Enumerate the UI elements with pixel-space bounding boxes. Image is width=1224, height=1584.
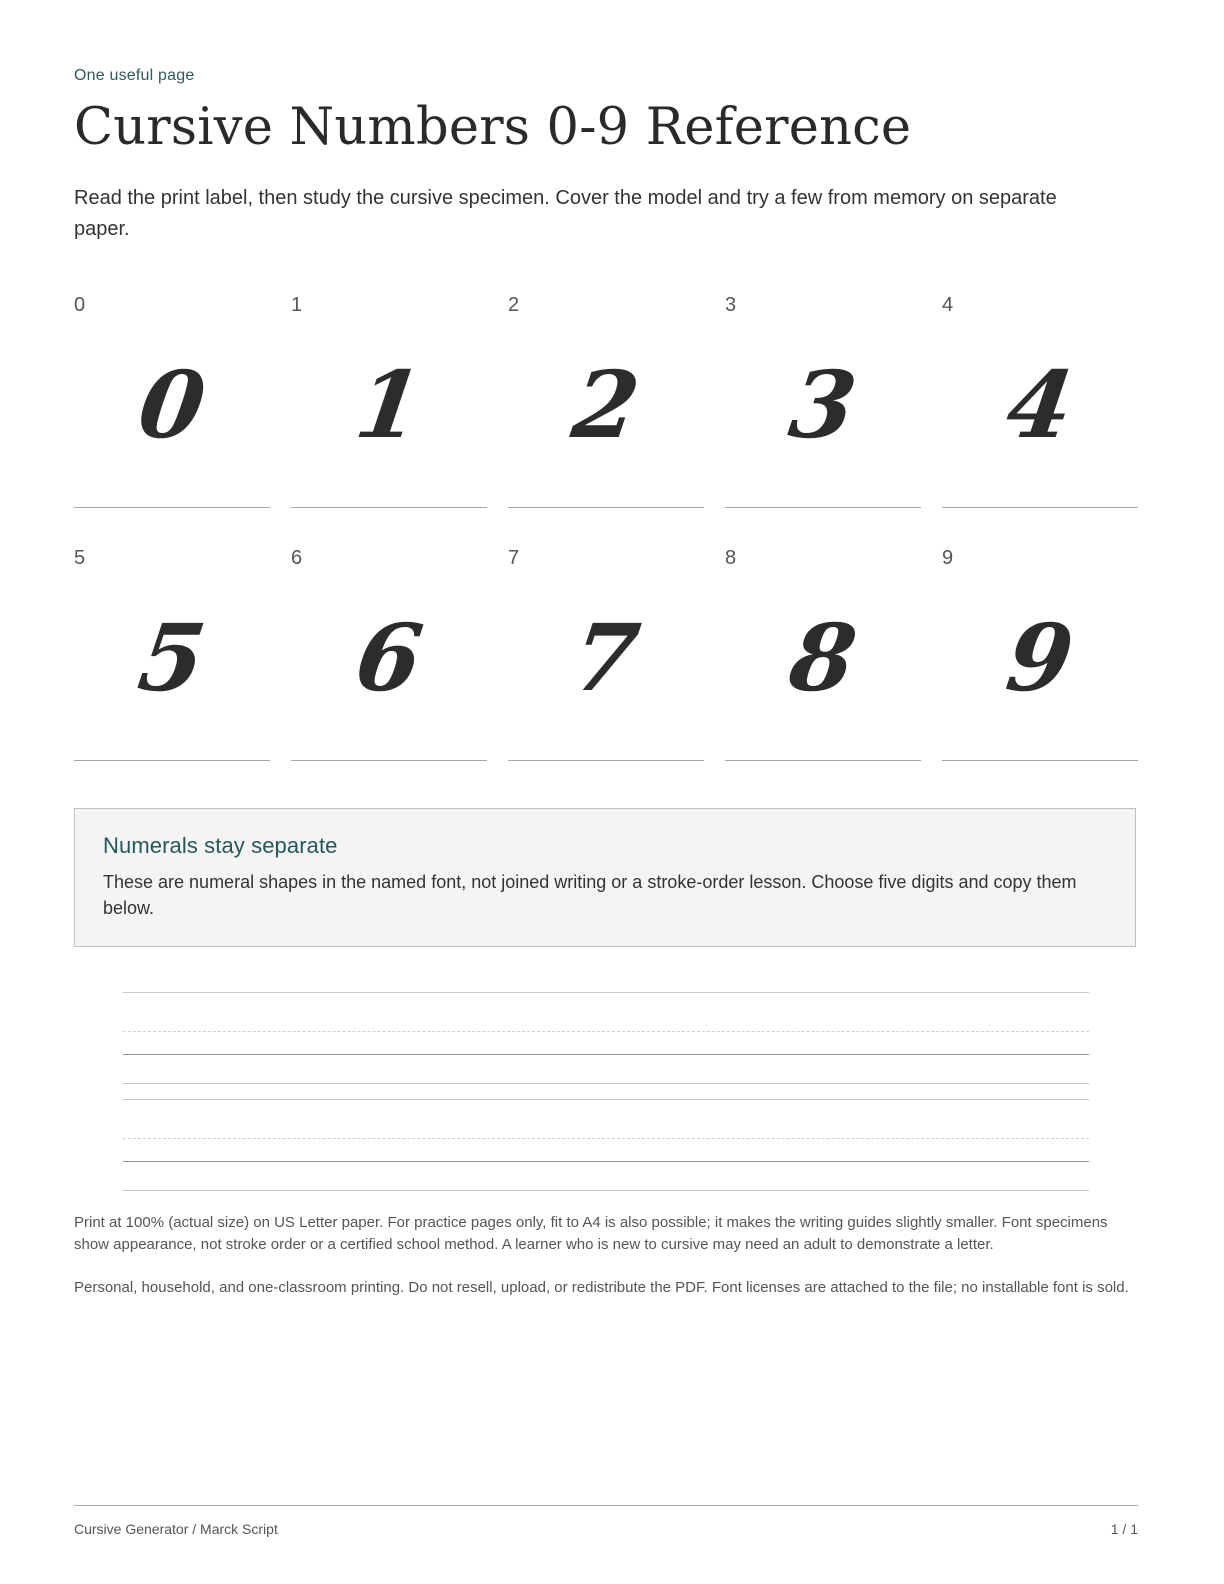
numeral-cell-9 <box>942 545 1138 761</box>
numeral-cell-2 <box>508 292 704 508</box>
numeral-cell-8 <box>725 545 921 761</box>
cursive-specimen: 0 <box>132 351 212 459</box>
cursive-specimen: 4 <box>1000 351 1080 459</box>
note-title: Numerals stay separate <box>103 833 338 858</box>
eyebrow-label: One useful page <box>74 67 195 84</box>
print-label: 8 <box>725 547 737 569</box>
numeral-cell-0 <box>74 292 270 508</box>
guide-baseline <box>123 1161 1089 1162</box>
guide-descender-line <box>123 1190 1089 1191</box>
print-label: 0 <box>74 294 86 316</box>
cursive-specimen: 9 <box>1000 604 1080 712</box>
guide-ascender-line <box>123 1099 1089 1100</box>
cursive-specimen: 5 <box>132 604 212 712</box>
numeral-grid <box>74 292 1138 761</box>
print-label: 3 <box>725 294 737 316</box>
print-label: 1 <box>291 294 303 316</box>
print-label: 7 <box>508 547 520 569</box>
footer-divider <box>74 1505 1138 1506</box>
license-notice: Personal, household, and one-classroom printing. Do not resell, upload, or redistribute the PDF. Font licenses are attached to the file; no installable font is sold. <box>74 1279 1129 1296</box>
print-label: 9 <box>942 547 954 569</box>
guide-midline <box>123 1138 1089 1139</box>
numeral-cell-7 <box>508 545 704 761</box>
intro-text: Read the print label, then study the cursive specimen. Cover the model and try a few from memory on separate paper. <box>74 187 1057 240</box>
guide-midline <box>123 1031 1089 1032</box>
print-label: 2 <box>508 294 520 316</box>
guide-descender-line <box>123 1083 1089 1084</box>
print-label: 6 <box>291 547 303 569</box>
numeral-cell-1 <box>291 292 487 508</box>
cursive-specimen: 6 <box>349 604 429 712</box>
note-body: These are numeral shapes in the named font, not joined writing or a stroke-order lesson. Choose five digits and copy them below. <box>103 872 1077 918</box>
numeral-cell-5 <box>74 545 270 761</box>
numeral-cell-6 <box>291 545 487 761</box>
cursive-specimen: 8 <box>783 604 863 712</box>
guide-ascender-line <box>123 992 1089 993</box>
note-box <box>74 808 1136 947</box>
page-number: 1 / 1 <box>1110 1521 1138 1537</box>
cursive-specimen: 3 <box>783 351 863 459</box>
numeral-cell-4 <box>942 292 1138 508</box>
print-label: 5 <box>74 547 86 569</box>
print-instructions: Print at 100% (actual size) on US Letter paper. For practice pages only, fit to A4 is also possible; it makes the writing guides slightly smaller. Font specimens show appearance, not stroke order or a certified school method. A learner who is new to cursive may need an adult to demonstrate a letter. <box>74 1214 1108 1253</box>
cursive-specimen: 1 <box>349 351 429 459</box>
print-label: 4 <box>942 294 954 316</box>
footer-source: Cursive Generator / Marck Script <box>74 1521 278 1537</box>
cursive-specimen: 2 <box>566 351 646 459</box>
guide-baseline <box>123 1054 1089 1055</box>
page-title: Cursive Numbers 0-9 Reference <box>74 98 912 157</box>
cursive-specimen: 7 <box>566 604 646 712</box>
numeral-cell-3 <box>725 292 921 508</box>
